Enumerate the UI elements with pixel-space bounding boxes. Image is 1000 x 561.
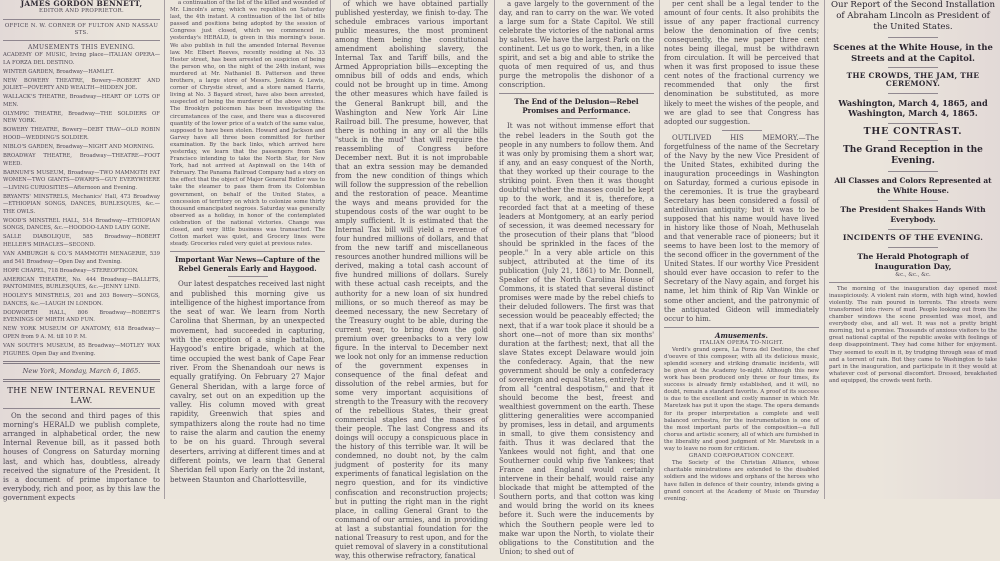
- reception-subhead: The Grand Reception in the Evening.: [843, 145, 983, 167]
- war-news-headline: Important War News—Capture of the Rebel Generals Early and Haygood.: [175, 255, 320, 274]
- amusement-listing: HOPE CHAPEL, 718 Broadway—STEREOPTICON.: [3, 267, 139, 274]
- handshake-subhead: The President Shakes Hands With Everybody.: [840, 205, 986, 225]
- amusement-listing: DODWORTH HALL, 806 Broadway—ROBERT'S EVENINGS OF MIRTH AND FUN.: [3, 309, 160, 324]
- column-4: [499, 0, 654, 556]
- amusement-listing: BARNUM'S MUSEUM, Broadway—TWO MAMMOTH FAT WOMEN—TWO GIANTS—DWARFS—GUY EVERYWHERE—LIVING CURIOSITIES—Afternoon and Evening.: [3, 169, 160, 191]
- masthead-editor: EDITOR AND PROPRIETOR.: [38, 8, 125, 15]
- masthead-proprietor: JAMES GORDON BENNETT,: [20, 0, 143, 8]
- amusement-listing: BRYANTS' MINSTRELS, Mechanics' Hall, 473 Broadway—ETHIOPIAN SONGS, DANCES, BURLESQUES, &c.—THE OWLS.: [3, 193, 160, 215]
- column-1: [3, 0, 160, 503]
- office-address: OFFICE N. W. CORNER OF FULTON AND NASSAU STS.: [4, 22, 159, 36]
- amusement-listing: OLYMPIC THEATRE, Broadway—THE SOLDIERS OF NEW YORK.: [3, 110, 160, 125]
- amusements-title: AMUSEMENTS THIS EVENING.: [27, 43, 136, 51]
- classes-subhead: All Classes and Colors Represented at the White House.: [834, 176, 992, 196]
- amusements-list: [3, 52, 160, 358]
- column-2: [170, 0, 325, 499]
- dateline: New York, Monday, March 6, 1865.: [22, 367, 141, 376]
- inauguration-report-headline: Our Report of the Second Installation of Abraham Lincoln as President of the United States.: [830, 0, 995, 32]
- photograph-subhead: The Herald Photograph of Inauguration Day,: [857, 251, 969, 271]
- concert-body: The Society of the Christian Alliance, whose charitable ministrations are extended to the disabled soldiers and the widows and orphans of the heroes who have fallen in defence of their country, intends giving a grand concert at the Academy of Music on Thursday evening.: [664, 460, 819, 502]
- congress-article-body: of which we have obtained partially published yesterday, we finish to-day. The schedule embraces various important public measures, the most prominent among them being the constitutional amendment abolishing slavery, the Internal Tax and Tariff bills, and the Armed Appropriation bills—excepting the omnibus bill of odds and ends, which could not be brought up in time. Among the other measures which have failed is the General Bankrupt bill, and the Washington and New York Air Line Railroad bill. The presume, however, that there is nothing in any or all the bills "stuck in the mud" that will require the reassembling of Congress before December next. But it is not improbable that an extra session may be demanded from the new condition of things which will follow the suppression of the rebellion and the restoration of peace. Meantime the ways and means provided for the stupendous costs of the war ought to be amply sufficient. It is estimated that the Internal Tax bill will yield a revenue of four hundred millions of dollars, and that from the new tariff and miscellaneous resources another hundred millions will be derived, making a total cash account of five hundred millions of dollars. Surely with these actual cash receipts, and the authority for a new loan of six hundred millions, or so much thereof as may be deemed necessary, the new Secretary of the Treasury ought to be able, during the current year, to bring down the gold premium over greenbacks to a very low figure. In the interval to December next we look not only for an immense reduction of the government expenses in consequence of the final defeat and dissolution of the rebel armies, but for some very important acquisitions of strength to the Treasury with the recovery of the rebellious States, their great commercial staples and the masses of their people. The last Congress and its doings will occupy a conspicuous place in the history of this terrible war. It will be condemned, no doubt not, by the calm judgment of posterity for its many experiments of fanatical legislation on the negro question, and for its vindictive confiscation and reconstruction projects; but in putting the right man in the right place, in calling General Grant to the command of our armies, and in providing at last a substantial foundation for the national Treasury to rest upon, and for the quiet removal of slavery in a constitutional way, this otherwise refractory, fanatical: [335, 0, 488, 560]
- scenes-subhead: Scenes at the White House, in the Streets and at the Capitol.: [833, 42, 993, 63]
- war-news-body: Our latest despatches received last night and published this morning give us intelligence of the highest importance from the seat of war. We learn from North Carolina that Sherman, by an unexpected movement, had succeeded in capturing, with the exception of a single battalion, Haygood's entire brigade, which at the time occupied the west bank of Cape Fear river. From the Shenandoah our news is equally gratifying. On February 27 Major General Sheridan, with a large force of cavalry, set out on an expedition up the valley. His column moved with great rapidity, Greenwich that spies and sympathizers along the route had no time to raise the alarm and caution the enemy to be on his guard. Through several deserters, arriving at different times and at different points, we learn that General Sheridan fell upon Early on the 2d instant, between Staunton and Charlottesville,: [170, 280, 325, 484]
- amusement-listing: NEW BOWERY THEATRE, Bowery—ROBERT AND JOLIET—POVERTY AND WEALTH—HIDDEN JOE.: [3, 77, 160, 92]
- amusement-listing: NIBLO'S GARDEN, Broadway—NIGHT AND MORNING.: [3, 143, 155, 150]
- delusion-headline: The End of the Delusion—Rebel Promises and Performance.: [514, 97, 639, 116]
- delusion-article-body: It was not without immense effort that the rebel leaders in the South got the people in any numbers to follow them. And it was only by promising them a short war, if any, and an easy conquest of the North, that they worked up their courage to the striking point. Even then it was thought doubtful whether the masses could be kept up to the work, and it is, therefore, a recorded fact that at a meeting of these leaders at Montgomery, at an early period of secession, it was deemed necessary for the prosecution of their plans that "blood should be sprinkled in the faces of the people." In a very able article on this subject, attributed at the time of its publication (July 21, 1861) to Mr. Donnell, Speaker of the North Carolina House of Commons, it is stated that several distinct promises were made by the rebel chiefs to their deluded followers. The first was that secession would be peaceably effected; the next, that if a war took place it should be a short one—not of more than six months' duration at the farthest; next, that all the slave States except Delaware would join the confederacy. Again, that the new government should be only a confederacy of sovereign and equal States, entirely free from all "central despotism," and that it should become the best, freest and wealthiest government on the earth. These glittering generalities were accompanied by promises, less in detail, and arguments in small, to give them consistency and faith. Thus it was declared that the Yankees would not fight, and that one Southerner could whip five Yankees; that France and England would certainly intervene in their behalf, would raise any blockade that might be attempted of the Southern ports, and that cotton was king and would bring the world on its knees before it. Such were the inducements by which the Southern people were led to make war upon the North, to violate their obligations to the Constitution and the Union; to shed out of: [499, 122, 654, 556]
- crowds-subhead: THE CROWDS, THE JAM, THE CEREMONY.: [846, 71, 980, 89]
- amusement-listing: ACADEMY OF MUSIC, Irving place—ITALIAN OPERA—LA FORZA DEL DESTINO.: [3, 52, 160, 66]
- contrast-subhead: THE CONTRAST.: [863, 125, 963, 137]
- incidents-subhead: INCIDENTS OF THE EVENING.: [842, 233, 984, 243]
- amusements-heading: Amusements.: [715, 330, 768, 340]
- amusement-listing: WINTER GARDEN, Broadway—HAMLET.: [3, 68, 114, 75]
- amusement-listing: BOWERY THEATRE, Bowery—DEBT TRAV—OLD ROBIN HOOD—WEDDING'S SOLDIER.: [3, 127, 160, 141]
- washington-dateline: Washington, March 4, 1865, and Washington, March 4, 1865.: [838, 97, 988, 119]
- quota-article-body: a gave largely to the government of the day, and ran to carry on the war. We voted a large sum for a State Capitol. We still celebrate the victories of the national arms by salutes. We have the largest Park on the continent. Let us go to work, then, in a like spirit, and set a big and able to strike the quota of men required of us, and thus purge the metropolis the dishonor of a conscription.: [499, 0, 654, 90]
- italian-opera-heading: ITALIAN OPERA TO-NIGHT.: [699, 339, 784, 346]
- amusement-listing: SALLE DIABOLIQUE, 585 Broadway—ROBERT HELLER'S MIRACLES—SECOND.: [3, 234, 160, 249]
- outlived-memory-article: OUTLIVED HIS MEMORY.—The forgetfulness of the name of the Secretary of the Navy by the new Vice President of the United States, exhibited during the inauguration proceedings in Washington on Saturday, formed a curious episode in the ceremonies. It is true the graybeard Secretary has been considered a fossil of antediluvian antiquity; but it was to be supposed that his name would have lived in history like those of Noah, Methuselah and that venerable race of pioneers; but it seems to have been lost to the memory of the second officer in the government of the United States. If our worthy Vice President should ever have occasion to refer to the Secretary of the Navy again, and forget his name, let him think of Rip Van Winkle or some other ancient, and the patronymic of the antiquated Gideon will immediately occur to him.: [664, 133, 819, 323]
- photograph-etc: &c., &c., &c.: [895, 271, 931, 278]
- currency-article-body: per cent shall be a legal tender to the amount of four cents. It also prohibits the issue of any paper fractional currency below the denomination of five cents; consequently, the new paper three cent notes being illegal, must be withdrawn from circulation. It will be perceived that when it was first proposed to issue these cent notes of the fractional currency we recommended that only the first denomination be substituted, as more likely to meet the wishes of the people, and we are glad to see that Congress has adopted our suggestion.: [664, 0, 819, 126]
- column-3: [335, 0, 488, 560]
- amusement-listing: WOOD'S MINSTREL HALL, 514 Broadway—ETHIOPIAN SONGS, DANCES, &c.—HOODOO-LAND LADY GONE.: [3, 217, 160, 232]
- inauguration-body: The morning of the inauguration day opened most inauspiciously. A violent rain storm, with high wind, howled violently. The rain poured in torrents. The streets were transformed into rivers of mud. People looking out from the chamber windows the scene presented was most, and everybody else, and all wet. It was not a pretty bright morning, but a promise. Thousands of anxious visitors to the great national capital of the republic awoke with feelings of deep disappointment. They had come hither for enjoyment. They seemed to exult in it, by trudging through seas of mud and a torrent of rain. But they came to Washington to take part in the inauguration, and participate in it they would at whatever cost of personal discomfort. Dressed, breakfasted and equipped, the crowds went forth.: [829, 285, 997, 384]
- amusement-listing: VAN AMBURGH & CO.'S MAMMOTH MENAGERIE, 539 and 541 Broadway—Open Day and Evening.: [3, 251, 160, 265]
- column-6: [829, 0, 997, 499]
- article-body: On the second and third pages of this morning's HERALD we publish complete, arranged in alphabetical order, the new Internal Revenue bill, as it passed both houses of Congress on Saturday morning last, and which has, doubtless, already received the signature of the President. It is a document of prime importance to everybody, rich and poor, as by this law the government expects: [3, 411, 160, 503]
- amusement-listing: WALLACK'S THEATRE, Broadway—HEART OF LOTS OF MEN.: [3, 94, 160, 108]
- amusement-listing: NEW YORK MUSEUM OF ANATOMY, 618 Broadway—OPEN from 9 A. M. till 10 P. M.: [3, 326, 160, 340]
- column-5: [664, 0, 819, 502]
- news-summary: a continuation of the list of the killed and wounded of Mr. Lincoln's army, which we republish on Saturday last, the 4th instant. A continuation of the list of bills passed and positions being adopted by the session of Congress just closed, which we commenced in yesterday's HERALD, is given in this morning's issue. We also publish in full the amended Internal Revenue law. Mr. Elbert Reeves, recently residing at No. 33 Hester street, has been arrested on suspicion of being the person who, on the night of the 24th instant, was murdered at Mr. Nathaniel B. Patterson and three brothers, a large store of Messrs. Jenkins & Lewis, corner of Chrystie street, and a store named Harris, living at No. 3 Bayard street, have also been arrested, suspected of being the murderer of the above victims. The Brooklyn policemen has been investigating the circumstances of the case, and there was a discovered quantity of the lower price of a watch of the same value, supposed to have been stolen. Howard and Jackson and Garvey have all three been committed for further examination. By the back links, which arrived here yesterday, we learn that the passengers from San Francisco intending to take the North Star, for New York, had not arrived at Aspinwall on the 14th of February. The Panama Railroad Company had a story on the effect that the object of Major General Butler was to take the steamer to pass them from its Colombian government, on behalf of the United States, a concession of territory on which to colonize some thirty thousand emancipated negroes. Saturday was generally observed as a holiday, in honor of the contemplated celebration of the national victories. Change was closed, and very little business was transacted. The Cotton market was quiet, and Grocery lines were steady. Groceries ruled very quiet at previous rates.: [170, 0, 325, 248]
- italian-opera-body: Verdi's grand opera, La Forza del Destino, the chef d'oeuvre of this composer, with all its delicious music, splendid scenery and striking dramatic incidents, will be given at the Academy to-night. Although this new work has been produced only three or four times, its success is already firmly established, and it will, no doubt, remain a standard favorite. A proof of its success is due to the excellent and costly manner in which Mr. Maretzek has put it upon the stage. The opera demands for its proper interpretation a complete and well balanced orchestra, for the instrumentation is one of the most important parts of the composition—a full chorus and artistic scenery, all of which are furnished in the liberality and good judgment of Mr. Maretzek in a way to leave no room for criticism.: [664, 346, 819, 453]
- concert-heading: GRAND CORPORATION CONCERT.: [688, 453, 795, 460]
- article-headline: THE NEW INTERNAL REVENUE LAW.: [7, 384, 156, 405]
- amusement-listing: AMERICAN THEATRE, No. 444 Broadway—BALLETS, PANTOMIMES, BURLESQUES, &c.—JENNY LIND.: [3, 276, 160, 291]
- amusement-listing: BROADWAY THEATRE, Broadway—THEATRE—FOOT WEED.: [3, 152, 160, 167]
- amusement-listing: VAN SOUTH'S MUSEUM, 85 Broadway—MOTLEY WAX FIGURES. Open Day and Evening.: [3, 342, 160, 357]
- amusement-listing: HOOLEY'S MINSTRELS, 201 and 203 Bowery—SONGS, DANCES, &c.—LAUGH IN LONDON.: [3, 293, 160, 307]
